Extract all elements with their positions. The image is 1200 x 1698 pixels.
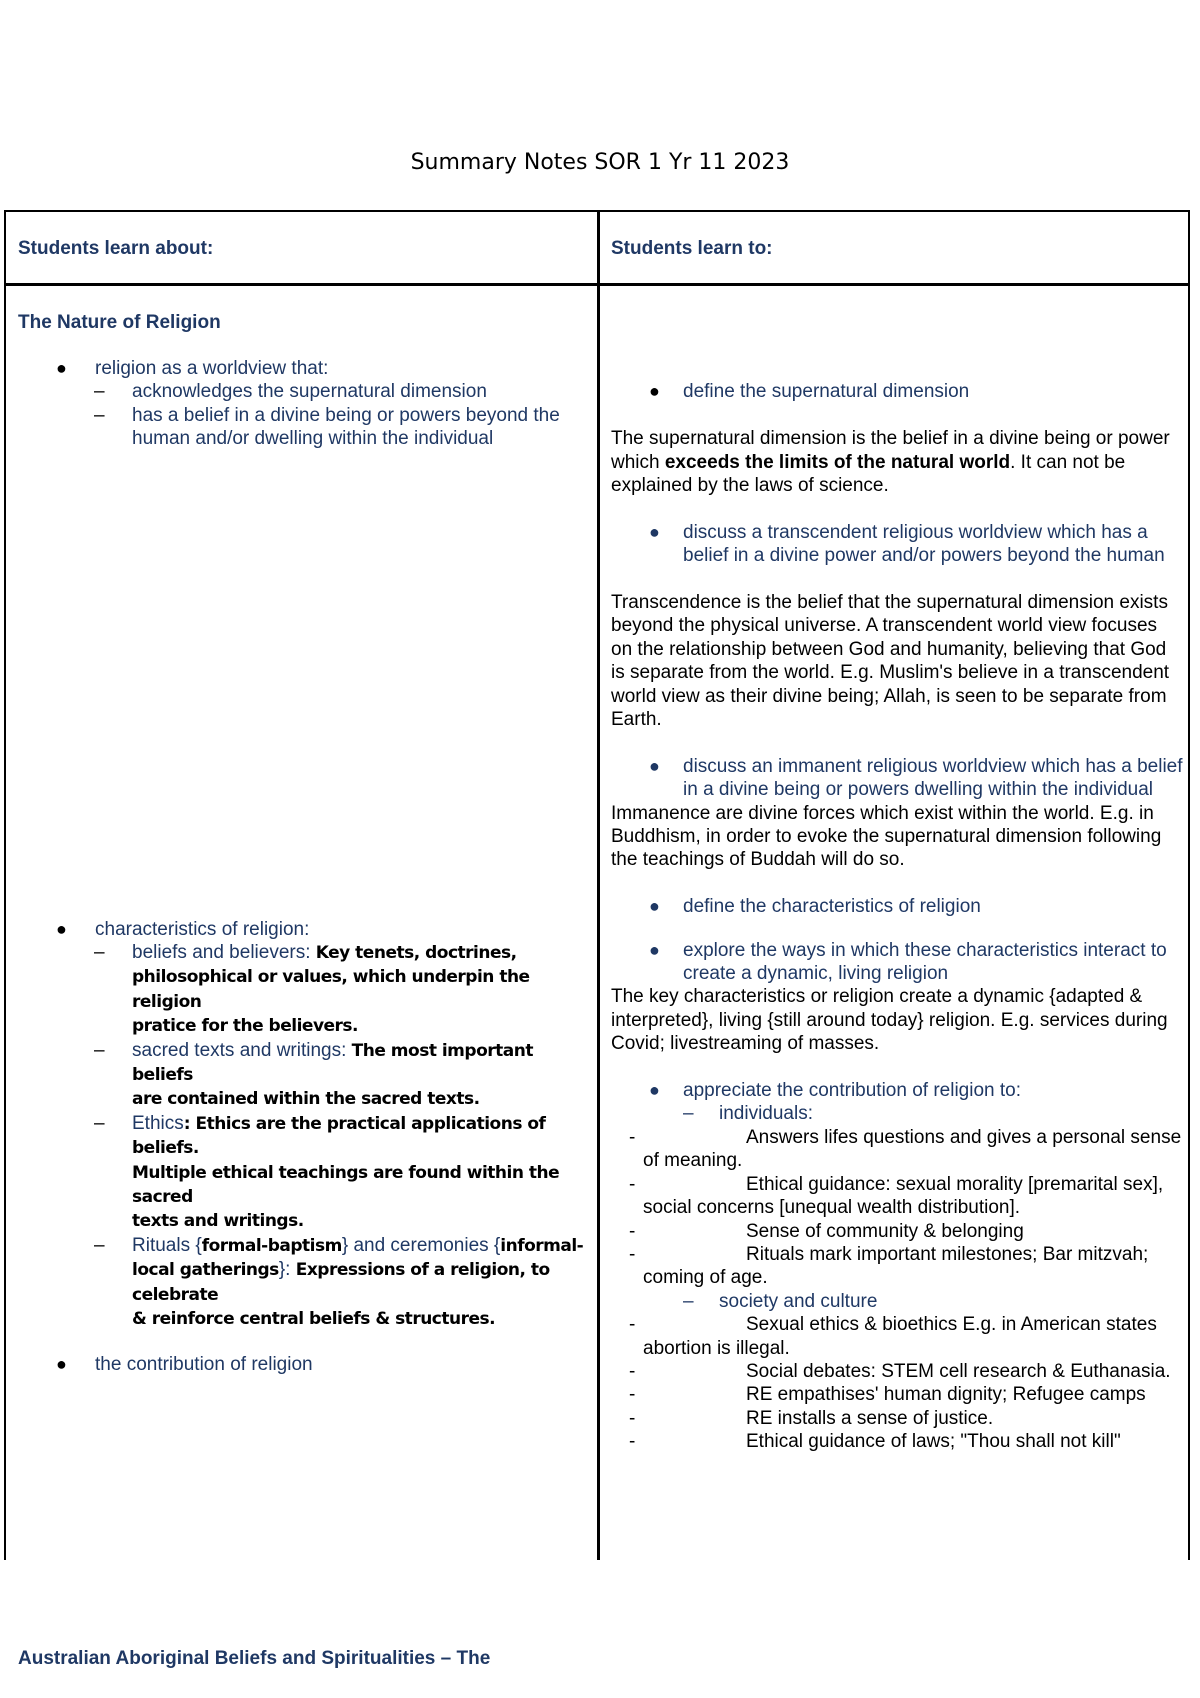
dash-icon: – [94, 1234, 105, 1256]
list-item: ● discuss a transcendent religious worldview which has a belief in a divine power and/or powers beyond the human [649, 521, 1165, 567]
dash-icon: – [94, 381, 105, 403]
list-item-cont: human and/or dwelling within the individual [132, 428, 494, 450]
page-title: Summary Notes SOR 1 Yr 11 2023 [410, 150, 790, 175]
section-title: The Nature of Religion [18, 312, 221, 333]
dash-icon: – [94, 1039, 105, 1061]
bullet-icon: ● [649, 521, 660, 542]
list-item: – Rituals {formal-baptism} and ceremonies {informal- local gatherings}: Expressions of a religion, to celebrate & reinforce central beliefs & structures. [94, 1234, 584, 1330]
list-item: - Ethical guidance: sexual morality [premarital sex], social concerns [unequal wealth distribution]. [629, 1173, 1164, 1219]
paragraph: The supernatural dimension is the belief in a divine being or power which exceeds the limits of the natural world. It can not be explained by the laws of science. [611, 428, 1170, 496]
paragraph: Immanence are divine forces which exist within the world. E.g. in Buddhism, in order to evoke the supernatural dimension following the teachings of Buddah will do so. [611, 802, 1162, 871]
bullet-icon: ● [649, 381, 660, 402]
bullet-icon: ● [56, 1354, 67, 1375]
dash-icon: – [94, 404, 105, 426]
list-item: - Rituals mark important milestones; Bar mitzvah; coming of age. [629, 1243, 1149, 1289]
bullet-icon: ● [649, 755, 660, 776]
dash-icon: – [94, 1112, 105, 1134]
bullet-icon: ● [56, 918, 67, 939]
list-item: ● the contribution of religion [56, 1354, 313, 1376]
list-item: – beliefs and believers: Key tenets, doctrines, philosophical or values, which underpin the religion pratice for the believers. [94, 941, 530, 1037]
list-item: – individuals: [683, 1103, 813, 1125]
header-learn-about: Students learn about: [18, 238, 214, 259]
dash-icon: – [683, 1290, 694, 1312]
list-item: - Sense of community & belonging [629, 1220, 1024, 1242]
list-item: ● characteristics of religion: [56, 918, 310, 940]
dash-icon: – [683, 1103, 694, 1125]
dash-icon: – [94, 941, 105, 963]
bullet-icon: ● [649, 1080, 660, 1101]
list-item: - RE installs a sense of justice. [629, 1407, 994, 1429]
list-item: ● appreciate the contribution of religion to: [649, 1080, 1021, 1102]
list-item: ● define the characteristics of religion [649, 896, 981, 918]
list-item: ● discuss an immanent religious worldview which has a belief in a divine being or powers dwelling within the individual [649, 755, 1183, 801]
list-item: – acknowledges the supernatural dimension [94, 381, 487, 403]
list-item: – has a belief in a divine being or powers beyond the [94, 404, 560, 426]
list-item: – sacred texts and writings: The most important beliefs are contained within the sacred texts. [94, 1039, 533, 1110]
left-column [18, 311, 588, 1670]
paragraph: The key characteristics or religion create a dynamic {adapted & interpreted}, living {still around today} religion. E.g. services during Covid; livestreaming of masses. [611, 986, 1168, 1055]
list-item: - Sexual ethics & bioethics E.g. in American states abortion is illegal. [629, 1314, 1157, 1359]
list-item: – Ethics: Ethics are the practical applications of beliefs. Multiple ethical teachings are found within the sacred texts and writings. [94, 1112, 560, 1232]
section-title: Australian Aboriginal Beliefs and Spiritualities – The [18, 1647, 491, 1669]
syllabus-table [4, 210, 1190, 1669]
bullet-icon: ● [649, 896, 660, 917]
bullet-icon: ● [56, 358, 67, 378]
list-item: - Answers lifes questions and gives a personal sense of meaning. [629, 1126, 1182, 1172]
column-divider [597, 212, 600, 1560]
bullet-icon: ● [649, 939, 660, 960]
list-item: - Social debates: STEM cell research & Euthanasia. [629, 1360, 1171, 1382]
list-item: ● explore the ways in which these characteristics interact to create a dynamic, living religion [649, 939, 1167, 985]
list-item: ● religion as a worldview that: [56, 358, 329, 379]
paragraph: Transcendence is the belief that the supernatural dimension exists beyond the physical universe. A transcendent world view focuses on the relationship between God and humanity, believing that God is separate from the world. E.g. Muslim's believe in a transcendent world view as their divine being; Allah, is seen to be separate from Earth. [611, 591, 1170, 731]
header-divider [6, 283, 1188, 286]
list-item: - Ethical guidance of laws; "Thou shall not kill" [629, 1431, 1121, 1453]
list-item: - RE empathises' human dignity; Refugee camps [629, 1384, 1146, 1406]
list-item: ● define the supernatural dimension [649, 381, 970, 403]
header-learn-to: Students learn to: [611, 238, 773, 259]
right-column [611, 311, 1183, 1454]
list-item: – society and culture [683, 1290, 878, 1312]
